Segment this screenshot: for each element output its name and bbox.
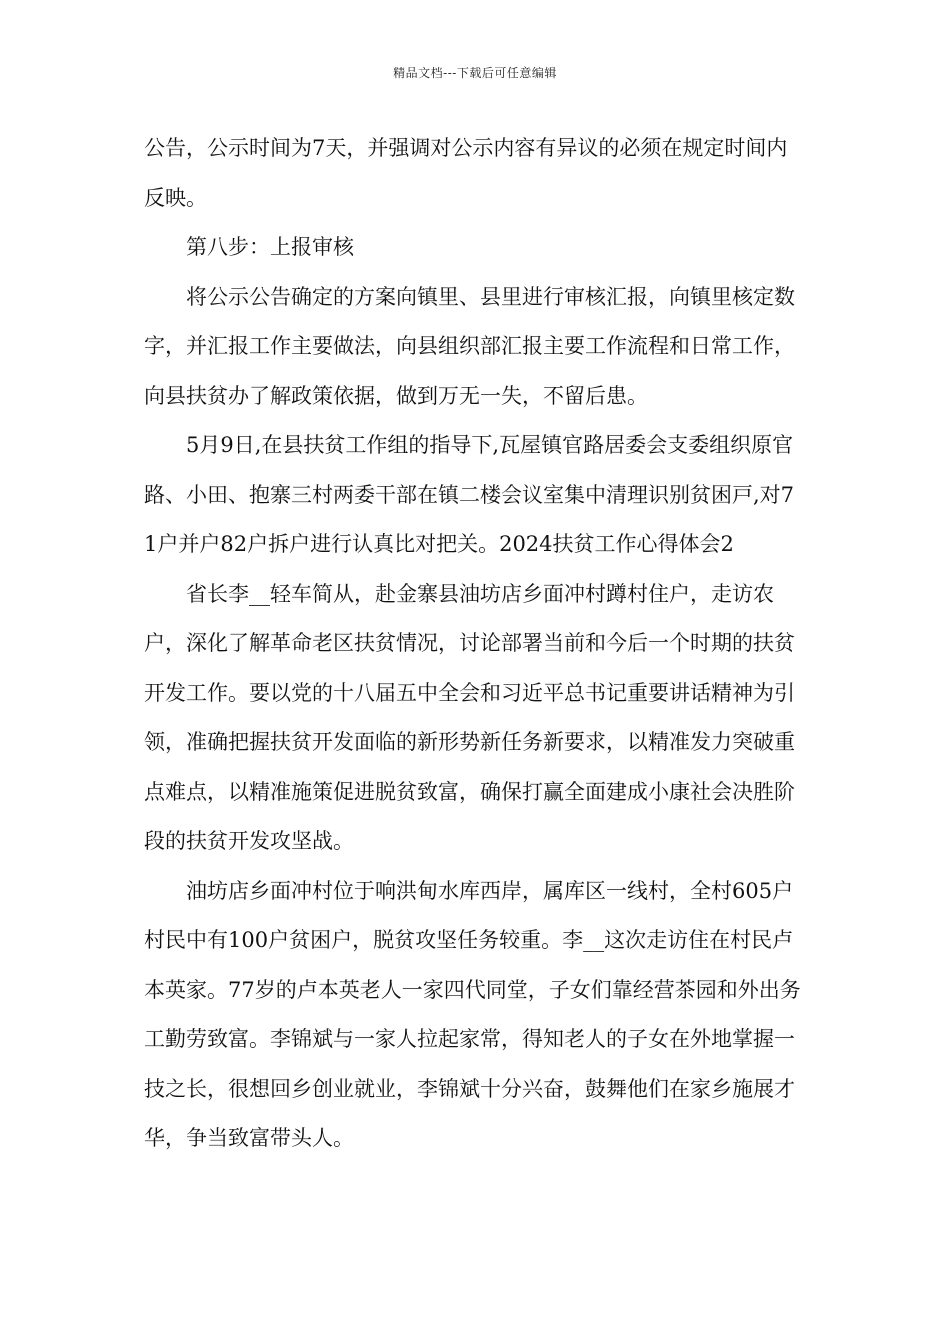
document-body [144,124,807,1164]
paragraph-continuation: 公告，公示时间为7天，并强调对公示内容有异议的必须在规定时间内反映。 [144,136,788,210]
page-header: 精品文档---下载后可任意编辑 [393,66,557,80]
paragraph: 将公示公告确定的方案向镇里、县里进行审核汇报，向镇里核定数字，并汇报工作主要做法，向县组织部汇报主要工作流程和日常工作，向县扶贫办了解政策依据，做到万无一失，不留后患。 [144,284,795,408]
section-heading-step-eight: 第八步：上报审核 [186,235,354,259]
paragraph: 省长李__轻车简从，赴金寨县油坊店乡面冲村蹲村住户，走访农户，深化了解革命老区扶贫情况，讨论部署当前和今后一个时期的扶贫开发工作。要以党的十八届五中全会和习近平总书记重要讲话精神为引领，准确把握扶贫开发面临的新形势新任务新要求，以精准发力突破重点难点，以精准施策促进脱贫致富，确保打赢全面建成小康社会决胜阶段的扶贫开发攻坚战。 [144,581,795,853]
paragraph: 5月9日,在县扶贫工作组的指导下,瓦屋镇官路居委会支委组织原官路、小田、抱寨三村两委干部在镇二楼会议室集中清理识别贫困戸,对71户并户82户拆户进行认真比对把关。2024扶贫工作心得体会2 [144,433,795,556]
paragraph: 油坊店乡面冲村位于响洪甸水库西岸，属库区一线村，全村605户村民中有100户贫困户，脱贫攻坚任务较重。李__这次走访住在村民卢本英家。77岁的卢本英老人一家四代同堂，子女们靠经营茶园和外出务工勤劳致富。李锦斌与一家人拉起家常，得知老人的子女在外地掌握一技之长，很想回乡创业就业，李锦斌十分兴奋，鼓舞他们在家乡施展才华，争当致富带头人。 [144,878,801,1150]
